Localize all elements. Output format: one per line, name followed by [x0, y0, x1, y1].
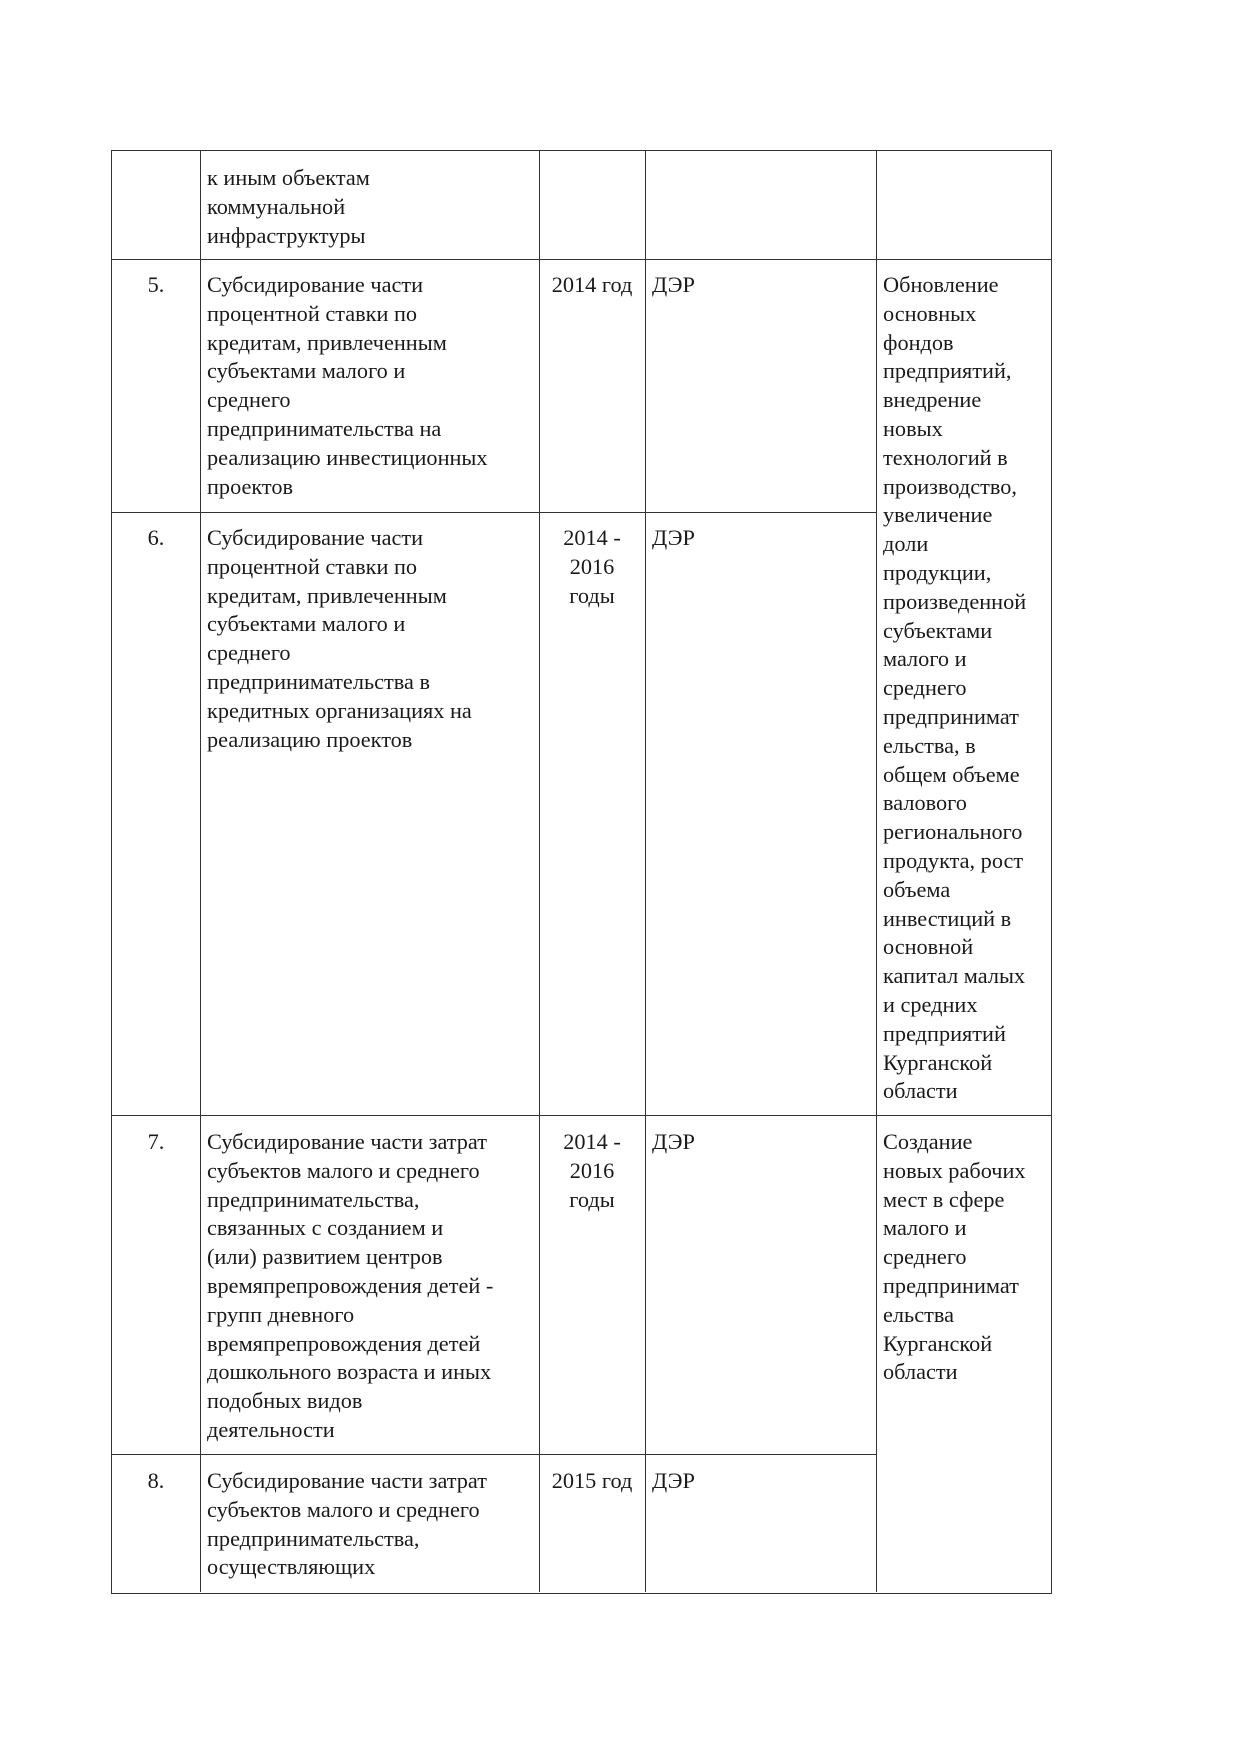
row-title: Субсидирование части затрат субъектов малого и среднего предпринимательства, осуществляющих — [207, 1468, 487, 1580]
row-period: 2014 - 2016 годы — [563, 1129, 621, 1212]
row-title: Субсидирование части затрат субъектов малого и среднего предпринимательства, связанных с созданием и (или) развитием центров времяпрепровождения детей - групп дневного времяпрепровождения детей дошкольного возраста и иных подобных видов деятельности — [207, 1129, 494, 1442]
row-executor: ДЭР — [652, 1468, 695, 1493]
row-title: к иным объектам коммунальной инфраструктуры — [207, 165, 370, 248]
row-period: 2014 год — [551, 272, 633, 297]
measures-table — [111, 150, 1052, 1594]
result-text: Создание новых рабочих мест в сфере малого и среднего предпринимат ельства Курганской области — [883, 1129, 1026, 1385]
column-divider — [645, 151, 646, 1592]
column-divider — [539, 151, 540, 1592]
row-executor: ДЭР — [652, 1129, 695, 1154]
column-divider — [876, 151, 877, 1592]
column-divider — [200, 151, 201, 1592]
row-title: Субсидирование части процентной ставки по кредитам, привлеченным субъектами малого и среднего предпринимательства на реализацию инвестиционных проектов — [207, 272, 488, 499]
row-number: 5. — [147, 272, 165, 297]
row-executor: ДЭР — [652, 525, 695, 550]
row-executor: ДЭР — [652, 272, 695, 297]
row-divider — [112, 1454, 877, 1455]
row-period: 2015 год — [551, 1468, 633, 1493]
row-number: 6. — [147, 525, 165, 550]
row-period: 2014 - 2016 годы — [563, 525, 621, 608]
row-divider — [112, 1115, 1051, 1116]
result-text: Обновление основных фондов предприятий, внедрение новых технологий в производство, увеличение доли продукции, произведенной субъектами малого и среднего предпринимат ельства, в общем объеме валового регионального продукта, рост объема инвестиций в основной капитал малых и средних предприятий Курганской области — [883, 272, 1027, 1104]
row-divider — [112, 259, 1051, 260]
row-number: 8. — [147, 1468, 165, 1493]
row-divider — [112, 512, 877, 513]
row-title: Субсидирование части процентной ставки по кредитам, привлеченным субъектами малого и среднего предпринимательства в кредитных организациях на реализацию проектов — [207, 525, 472, 752]
row-number: 7. — [147, 1129, 165, 1154]
